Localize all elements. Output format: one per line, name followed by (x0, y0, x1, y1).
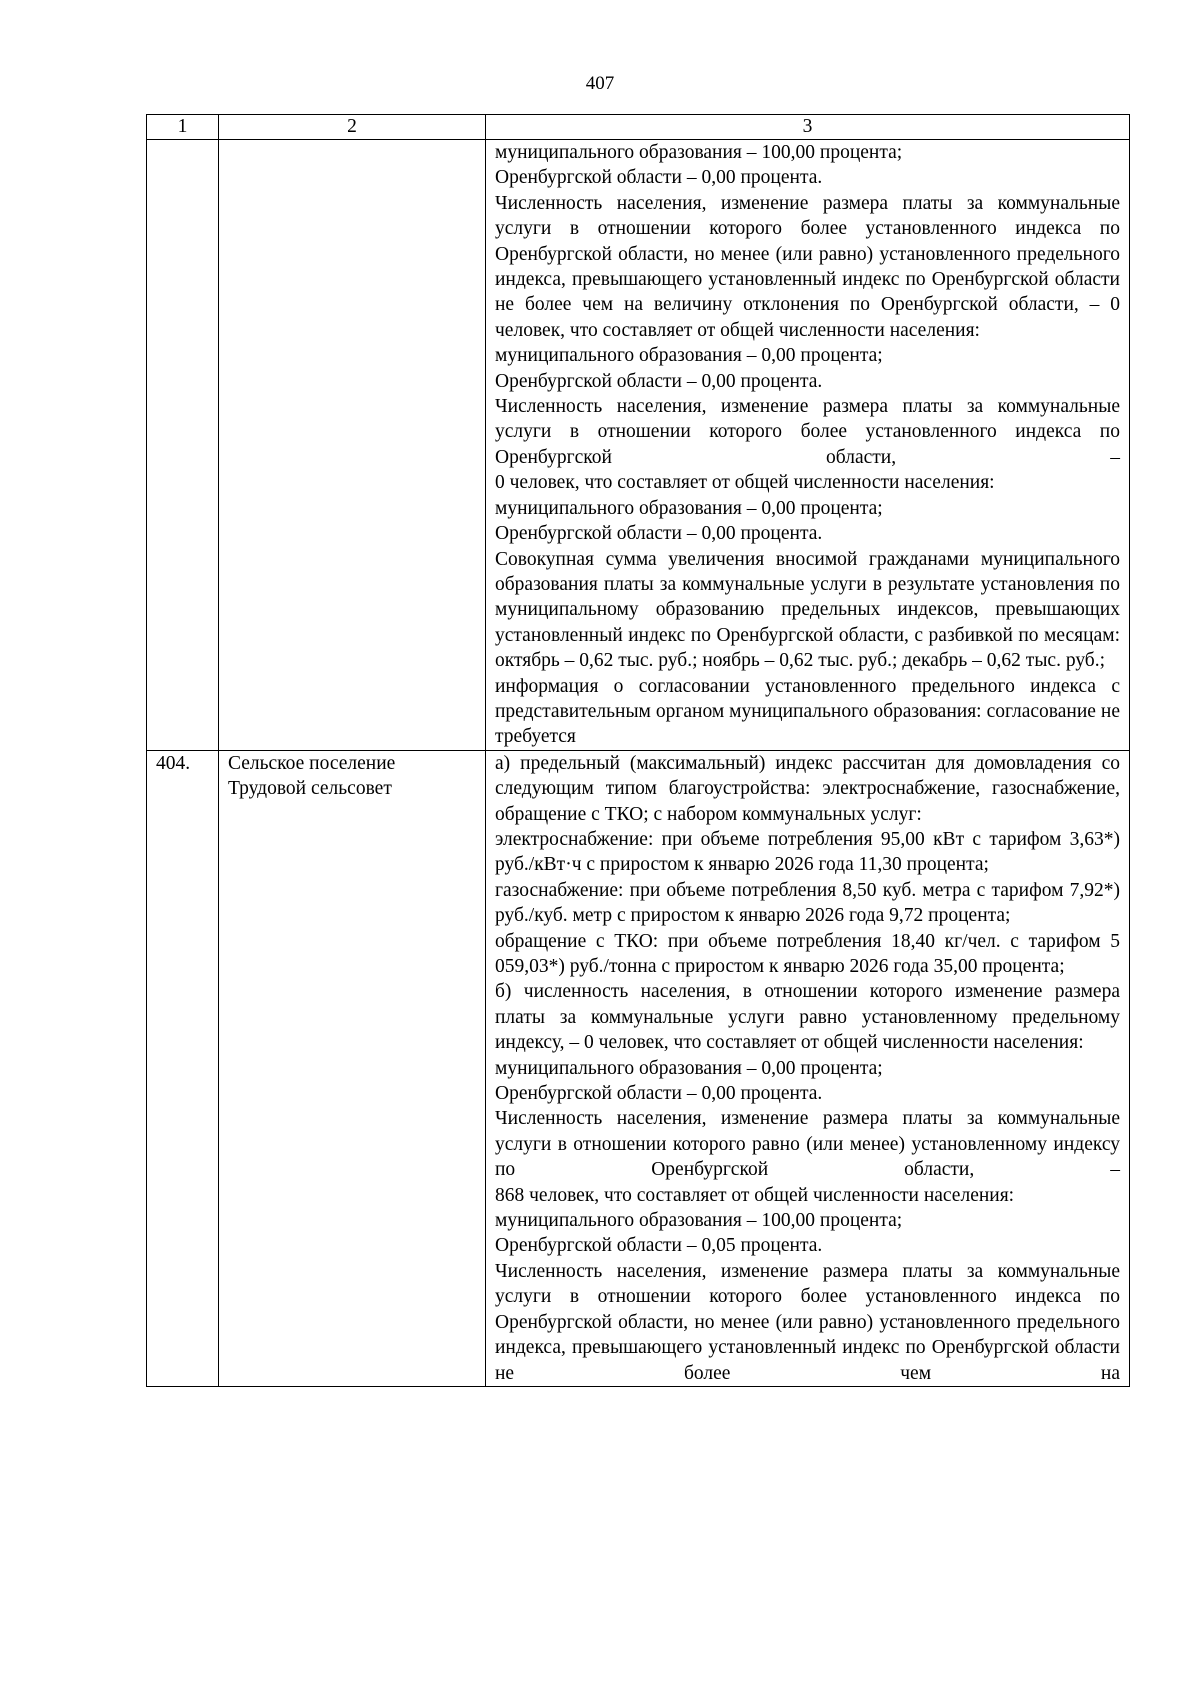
text-paragraph: Оренбургской области – 0,00 процента. (495, 167, 823, 189)
text-paragraph: муниципального образования – 0,00 процента; (495, 497, 883, 519)
text-paragraph: информация о согласовании установленного предельного индекса с представительным органом муниципального образования: согласование не требуется (495, 675, 1120, 748)
text-paragraph: Оренбургской области – 0,00 процента. (495, 523, 823, 545)
municipality-name-line: Трудовой сельсовет (228, 778, 392, 800)
text-paragraph: б) численность населения, в отношении которого изменение размера платы за коммунальные услуги равно установленному предельному индексу, – 0 человек, что составляет от общей численности населения: (495, 981, 1120, 1054)
text-paragraph: муниципального образования – 0,00 процента; (495, 345, 883, 367)
table-row-404 (147, 750, 1130, 1386)
text-paragraph: муниципального образования – 100,00 процента; (495, 142, 903, 163)
text-paragraph: Численность населения, изменение размера платы за коммунальные услуги в отношении которого более установленного индекса по Оренбургской области, но менее (или равно) установленного предельного индекса, превышающего установленный индекс по Оренбургской области не более чем на (495, 1260, 1120, 1384)
municipality-name-cell (219, 140, 486, 751)
table-row-continued (147, 140, 1130, 751)
table-header-row (147, 115, 1130, 140)
column-header-3: 3 (486, 115, 1130, 140)
municipality-name-line: Сельское поселение (228, 752, 396, 774)
indicator-text-cell (486, 750, 1130, 1386)
text-paragraph: газоснабжение: при объеме потребления 8,50 куб. метра с тарифом 7,92*) руб./куб. метр с приростом к январю 2026 года 9,72 процента; (495, 879, 1120, 927)
text-paragraph: Совокупная сумма увеличения вносимой гражданами муниципального образования платы за коммунальные услуги в результате установления по муниципальному образованию предельных индексов, превышающих установленный индекс по Оренбургской области, с разбивкой по месяцам: октябрь – 0,62 тыс. руб.; ноябрь – 0,62 тыс. руб.; декабрь – 0,62 тыс. руб.; (495, 548, 1120, 672)
page-number: 407 (585, 73, 615, 94)
text-paragraph: муниципального образования – 0,00 процента; (495, 1057, 883, 1079)
text-paragraph: 0 человек, что составляет от общей численности населения: (495, 472, 995, 494)
municipality-name-cell (219, 750, 486, 1386)
text-paragraph: электроснабжение: при объеме потребления 95,00 кВт с тарифом 3,63*) руб./кВт·ч с приростом к январю 2026 года 11,30 процента; (495, 828, 1120, 876)
row-number-cell: 404. (147, 750, 219, 1386)
text-paragraph: а) предельный (максимальный) индекс рассчитан для домовладения со следующим типом благоустройства: электроснабжение, газоснабжение, обращение с ТКО; с набором коммунальных услуг: (495, 752, 1120, 825)
text-paragraph: Численность населения, изменение размера платы за коммунальные услуги в отношении которого равно (или менее) установленному индексу по Оренбургской области, – (495, 1108, 1120, 1181)
column-header-1: 1 (147, 115, 219, 140)
indices-table (146, 114, 1130, 1387)
column-header-2: 2 (219, 115, 486, 140)
text-paragraph: муниципального образования – 100,00 процента; (495, 1210, 903, 1232)
text-paragraph: Оренбургской области – 0,00 процента. (495, 1083, 823, 1105)
text-paragraph: обращение с ТКО: при объеме потребления 18,40 кг/чел. с тарифом 5 059,03*) руб./тонна с приростом к январю 2026 года 35,00 процента; (495, 930, 1120, 977)
indicator-text-cell (486, 140, 1130, 751)
row-number-cell (147, 140, 219, 751)
text-paragraph: Оренбургской области – 0,05 процента. (495, 1235, 823, 1257)
text-paragraph: Численность населения, изменение размера платы за коммунальные услуги в отношении которого более установленного индекса по Оренбургской области, но менее (или равно) установленного предельного индекса, превышающего установленный индекс по Оренбургской области не более чем на величину отклонения по Оренбургской области, – 0 человек, что составляет от общей численности населения: (495, 192, 1120, 341)
text-paragraph: 868 человек, что составляет от общей численности населения: (495, 1184, 1015, 1206)
text-paragraph: Оренбургской области – 0,00 процента. (495, 370, 823, 392)
text-paragraph: Численность населения, изменение размера платы за коммунальные услуги в отношении которого более установленного индекса по Оренбургской области, – (495, 396, 1120, 468)
